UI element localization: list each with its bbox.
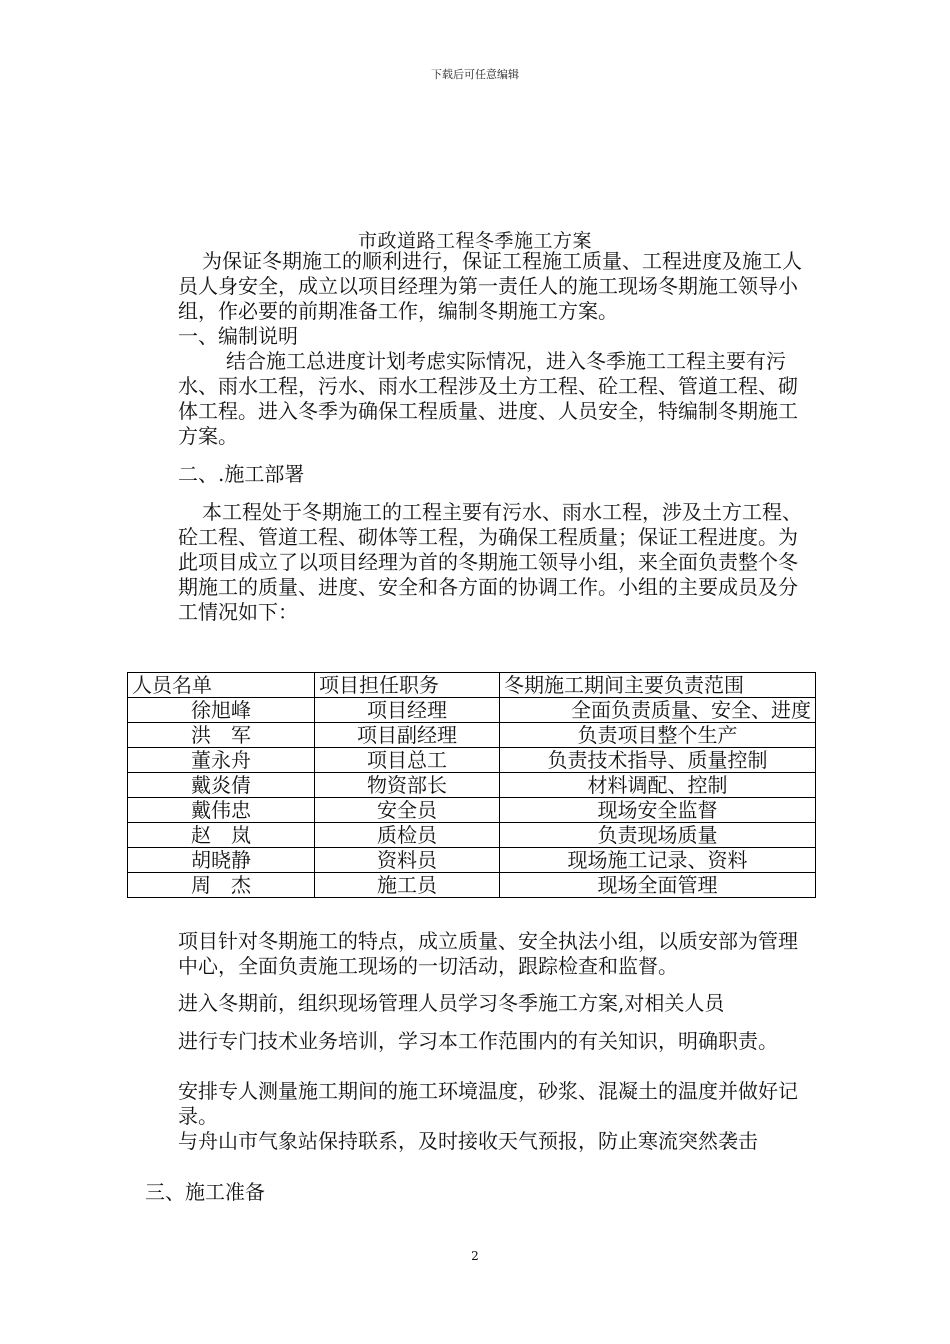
header-name: 人员名单 (128, 673, 315, 698)
table-row (128, 798, 816, 823)
document-title: 市政道路工程冬季施工方案 (357, 230, 592, 252)
cell-name: 戴伟忠 (128, 798, 315, 823)
table-row (128, 748, 816, 773)
cell-position: 项目经理 (315, 698, 500, 723)
cell-responsibility: 现场全面管理 (500, 873, 816, 898)
after-table-paragraph-2: 进入冬期前，组织现场管理人员学习冬季施工方案,对相关人员 (178, 991, 725, 1015)
page-number: 2 (471, 1249, 479, 1263)
after-table-paragraph-3: 进行专门技术业务培训，学习本工作范围内的有关知识，明确职责。 (178, 1029, 778, 1053)
table-row (128, 848, 816, 873)
header-responsibility: 冬期施工期间主要负责范围 (500, 673, 816, 698)
table-row (128, 698, 816, 723)
cell-position: 质检员 (315, 823, 500, 848)
cell-position: 物资部长 (315, 773, 500, 798)
cell-responsibility: 负责现场质量 (500, 823, 816, 848)
section-3-heading: 三、施工准备 (145, 1180, 265, 1204)
cell-name: 胡晓静 (128, 848, 315, 873)
cell-name: 戴炎倩 (128, 773, 315, 798)
page-header: 下载后可任意编辑 (431, 68, 519, 81)
cell-responsibility: 负责技术指导、质量控制 (500, 748, 816, 773)
header-position: 项目担任职务 (315, 673, 500, 698)
cell-position: 资料员 (315, 848, 500, 873)
after-table-paragraph-1: 项目针对冬期施工的特点，成立质量、安全执法小组，以质安部为管理中心，全面负责施工现场的一切活动，跟踪检查和监督。 (178, 929, 798, 978)
cell-name: 洪 军 (128, 723, 315, 748)
cell-name: 董永舟 (128, 748, 315, 773)
cell-position: 施工员 (315, 873, 500, 898)
table-row (128, 823, 816, 848)
cell-name: 赵 岚 (128, 823, 315, 848)
after-table-paragraph-4: 安排专人测量施工期间的施工环境温度，砂浆、混凝土的温度并做好记录。 (178, 1079, 798, 1128)
cell-name: 徐旭峰 (128, 698, 315, 723)
cell-responsibility: 材料调配、控制 (500, 773, 816, 798)
section-2-body: 本工程处于冬期施工的工程主要有污水、雨水工程，涉及土方工程、砼工程、管道工程、砌体等工程，为确保工程质量；保证工程进度。为此项目成立了以项目经理为首的冬期施工领导小组，来全面负责整个冬期施工的质量、进度、安全和各方面的协调工作。小组的主要成员及分工情况如下： (178, 500, 802, 624)
after-table-paragraph-5: 与舟山市气象站保持联系，及时接收天气预报，防止寒流突然袭击 (178, 1129, 758, 1153)
cell-name: 周 杰 (128, 873, 315, 898)
staff-table (127, 672, 816, 898)
table-header-row (128, 673, 816, 698)
cell-responsibility: 全面负责质量、安全、进度 (500, 698, 816, 723)
intro-paragraph: 为保证冬期施工的顺利进行，保证工程施工质量、工程进度及施工人员人身安全，成立以项目经理为第一责任人的施工现场冬期施工领导小组，作必要的前期准备工作，编制冬期施工方案。 (178, 249, 802, 323)
table-row (128, 773, 816, 798)
section-1-heading: 一、编制说明 (178, 324, 298, 348)
cell-position: 项目副经理 (315, 723, 500, 748)
cell-responsibility: 现场施工记录、资料 (500, 848, 816, 873)
table-row (128, 873, 816, 898)
table-row (128, 723, 816, 748)
cell-responsibility: 负责项目整个生产 (500, 723, 816, 748)
cell-position: 安全员 (315, 798, 500, 823)
section-1-body: 结合施工总进度计划考虑实际情况，进入冬季施工工程主要有污水、雨水工程，污水、雨水工程涉及土方工程、砼工程、管道工程、砌体工程。进入冬季为确保工程质量、进度、人员安全，特编制冬期施工方案。 (178, 349, 798, 448)
section-2-heading: 二、.施工部署 (178, 462, 305, 486)
cell-position: 项目总工 (315, 748, 500, 773)
cell-responsibility: 现场安全监督 (500, 798, 816, 823)
